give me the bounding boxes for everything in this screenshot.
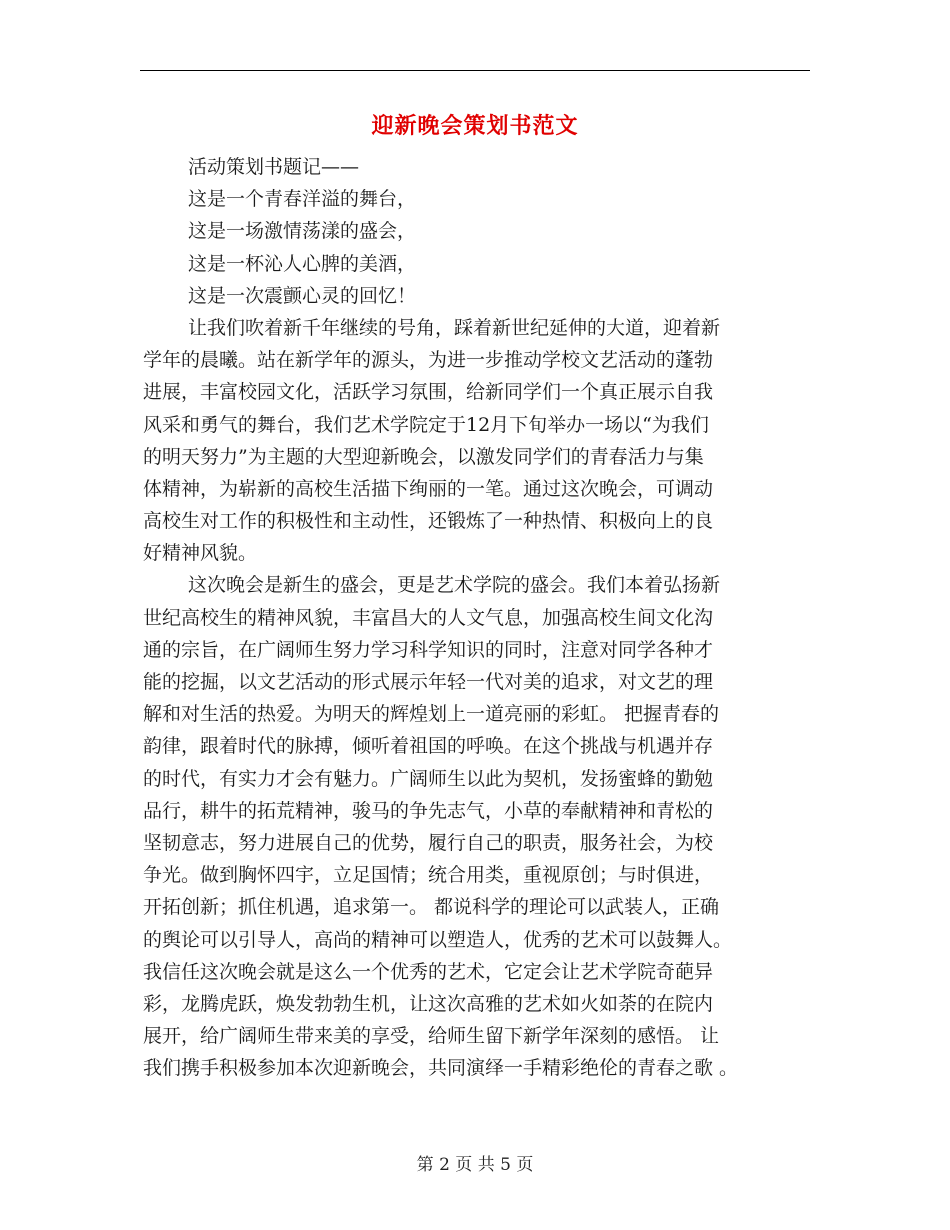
text-line: 这是一场激情荡漾的盛会， [188,220,417,243]
document-title: 迎新晚会策划书范文 [371,113,579,139]
text-line: 坚韧意志，努力进展自己的优势，履行自己的职责，服务社会，为校 [143,831,714,854]
text-line: 展开，给广阔师生带来美的享受，给师生留下新学年深刻的感悟。 让 [143,1025,720,1048]
text-line: 争光。做到胸怀四宇，立足国情；统合用类，重视原创；与时俱进， [143,864,714,887]
text-line: 这次晚会是新生的盛会，更是艺术学院的盛会。我们本着弘扬新 [188,574,721,597]
text-line: 的舆论可以引导人，高尚的精神可以塑造人，优秀的艺术可以鼓舞人。 [143,928,733,951]
text-line: 活动策划书题记—— [188,156,360,178]
text-line: 的明天努力”为主题的大型迎新晚会，以激发同学们的青春活力与集 [143,445,704,468]
text-line: 解和对生活的热爱。为明天的辉煌划上一道亮丽的彩虹。 把握青春的 [143,703,720,726]
text-line: 这是一杯沁人心脾的美酒， [188,252,417,275]
text-line: 韵律，跟着时代的脉搏，倾听着祖国的呼唤。在这个挑战与机遇并存 [143,735,714,758]
header-rule [140,70,810,71]
document-body [143,151,803,1084]
text-line: 我信任这次晚会就是这么一个优秀的艺术，它定会让艺术学院奇葩异 [143,960,714,983]
text-line: 我们携手积极参加本次迎新晚会，共同演绎一手精彩绝伦的青春之歌 。 [143,1057,739,1080]
text-line: 能的挖掘，以文艺活动的形式展示年轻一代对美的追求，对文艺的理 [143,671,714,693]
text-line: 学年的晨曦。站在新学年的源头，为进一步推动学校文艺活动的蓬勃 [143,349,714,372]
text-line: 这是一个青春洋溢的舞台， [188,188,417,211]
text-line: 风采和勇气的舞台，我们艺术学院定于12月下旬举办一场以“为我们 [143,413,709,436]
text-line: 的时代，有实力才会有魅力。广阔师生以此为契机，发扬蜜蜂的勤勉 [143,767,714,790]
text-line: 彩，龙腾虎跃，焕发勃勃生机，让这次高雅的艺术如火如荼的在院内 [143,992,714,1015]
page-footer: 第 2 页 共 5 页 [416,1155,534,1175]
text-line: 开拓创新；抓住机遇，追求第一。 都说科学的理论可以武装人，正确 [143,896,720,919]
text-line: 这是一次震颤心灵的回忆！ [188,284,417,307]
text-line: 世纪高校生的精神风貌，丰富昌大的人文气息，加强高校生间文化沟 [143,606,714,629]
text-line: 品行，耕牛的拓荒精神，骏马的争先志气，小草的奉献精神和青松的 [143,799,714,822]
text-line: 通的宗旨，在广阔师生努力学习科学知识的同时，注意对同学各种才 [143,638,714,661]
text-line: 进展，丰富校园文化，活跃学习氛围，给新同学们一个真正展示自我 [143,381,714,404]
text-line: 高校生对工作的积极性和主动性，还锻炼了一种热情、积极向上的良 [143,510,714,533]
text-line: 体精神，为崭新的高校生活描下绚丽的一笔。通过这次晚会，可调动 [143,477,714,500]
text-line: 好精神风貌。 [143,542,258,565]
text-line: 让我们吹着新千年继续的号角，踩着新世纪延伸的大道，迎着新 [188,316,721,339]
